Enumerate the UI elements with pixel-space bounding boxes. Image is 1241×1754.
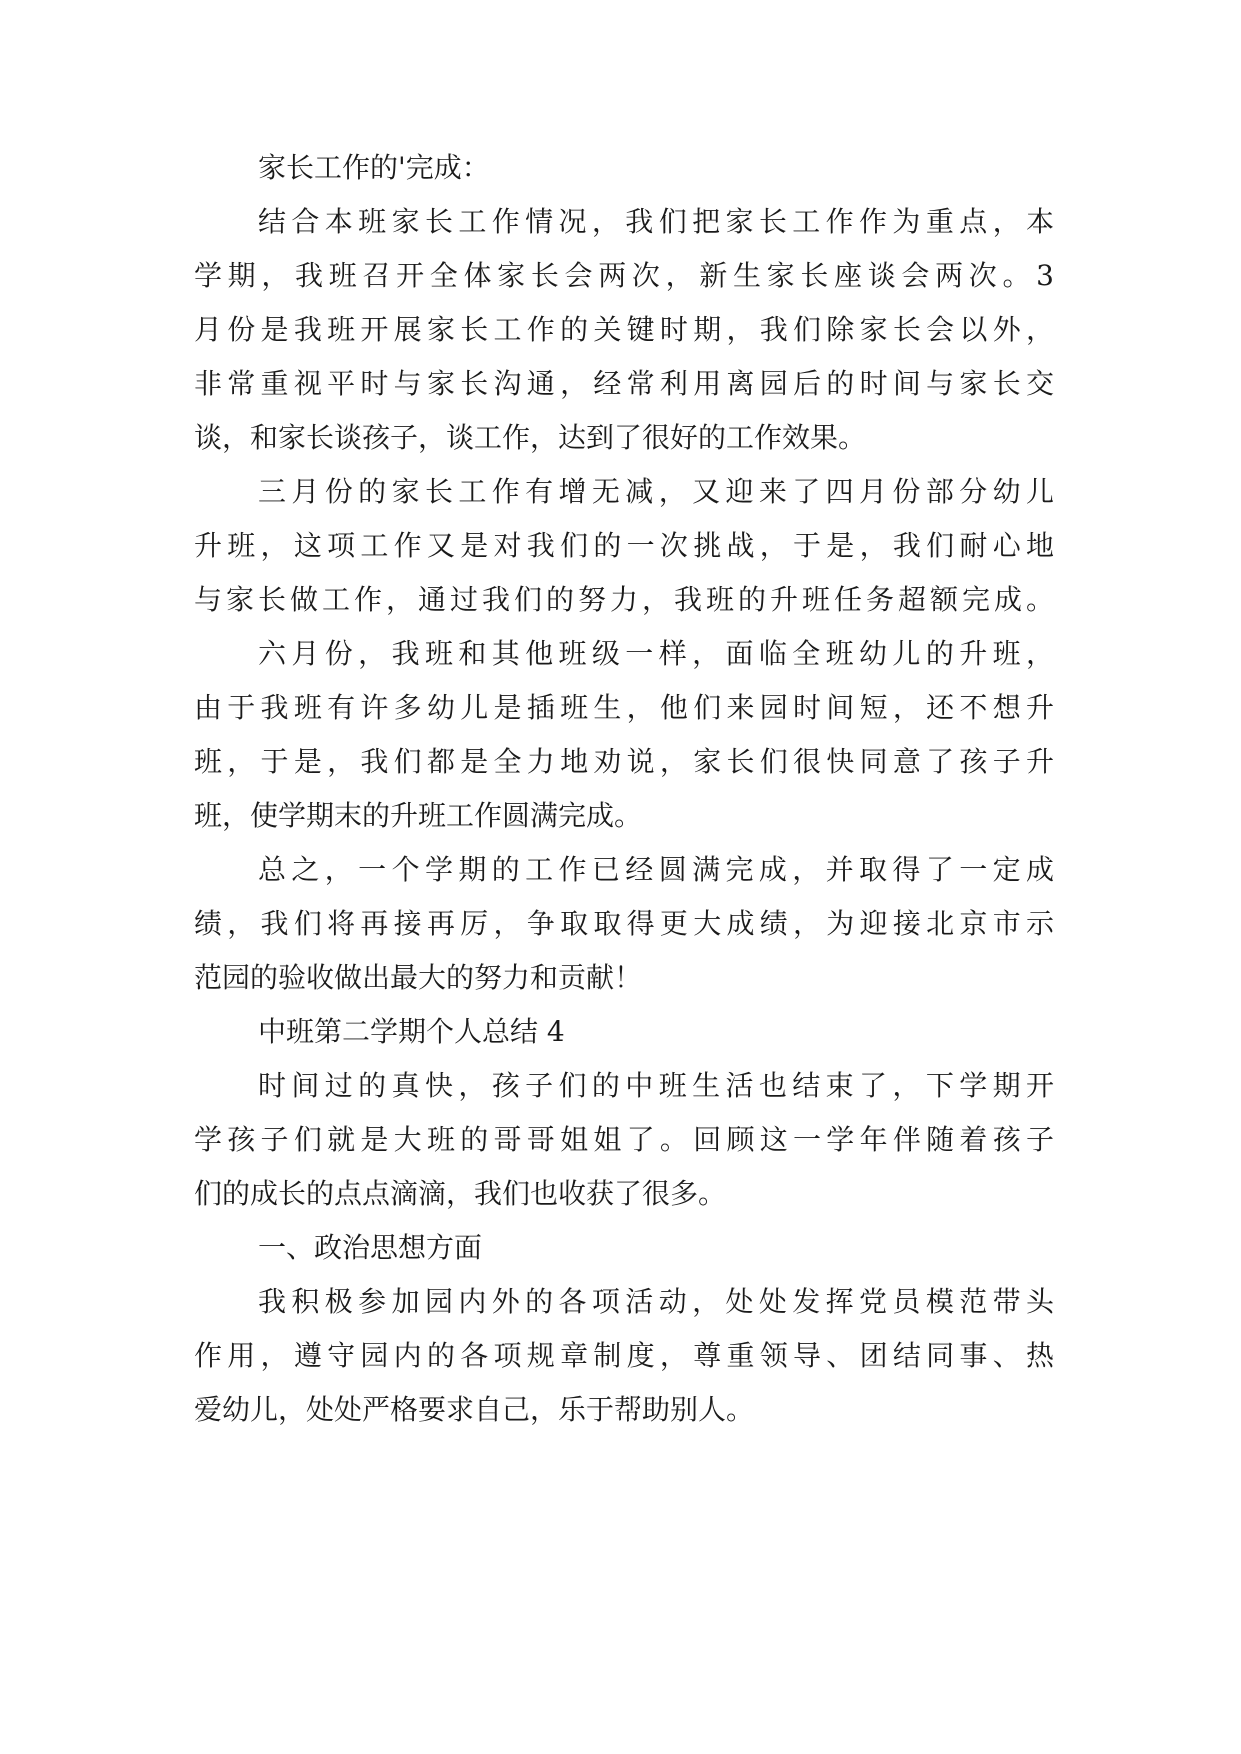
paragraph-line: 六月份，我班和其他班级一样，面临全班幼儿的升班， xyxy=(258,637,1054,670)
paragraph-line: 学期，我班召开全体家长会两次，新生家长座谈会两次。3 xyxy=(194,259,1054,292)
paragraph-line: 结合本班家长工作情况，我们把家长工作作为重点，本 xyxy=(258,205,1054,238)
paragraph-line: 范园的验收做出最大的努力和贡献！ xyxy=(194,961,643,994)
paragraph-line: 班，使学期末的升班工作圆满完成。 xyxy=(194,799,643,832)
paragraph-line: 班，于是，我们都是全力地劝说，家长们很快同意了孩子升 xyxy=(194,745,1054,778)
paragraph-line: 月份是我班开展家长工作的关键时期，我们除家长会以外， xyxy=(194,313,1054,346)
paragraph-line: 升班，这项工作又是对我们的一次挑战，于是，我们耐心地 xyxy=(194,529,1054,562)
section-heading-political-thought: 一、政治思想方面 xyxy=(258,1231,483,1264)
paragraph-line: 作用，遵守园内的各项规章制度，尊重领导、团结同事、热 xyxy=(194,1339,1054,1372)
paragraph-line: 与家长做工作，通过我们的努力，我班的升班任务超额完成。 xyxy=(194,583,1054,616)
paragraph-line: 我积极参加园内外的各项活动，处处发挥党员模范带头 xyxy=(258,1285,1054,1318)
document-title: 中班第二学期个人总结 4 xyxy=(258,1015,565,1048)
paragraph-line: 绩，我们将再接再厉，争取取得更大成绩，为迎接北京市示 xyxy=(194,907,1054,940)
section-heading-parent-work: 家长工作的'完成： xyxy=(258,151,490,184)
paragraph-line: 三月份的家长工作有增无减，又迎来了四月份部分幼儿 xyxy=(258,475,1054,508)
paragraph-line: 谈，和家长谈孩子，谈工作，达到了很好的工作效果。 xyxy=(194,421,867,454)
paragraph-line: 非常重视平时与家长沟通，经常利用离园后的时间与家长交 xyxy=(194,367,1054,400)
paragraph-line: 爱幼儿，处处严格要求自己，乐于帮助别人。 xyxy=(194,1393,755,1426)
paragraph-line: 们的成长的点点滴滴，我们也收获了很多。 xyxy=(194,1177,727,1210)
paragraph-line: 由于我班有许多幼儿是插班生，他们来园时间短，还不想升 xyxy=(194,691,1054,724)
paragraph-line: 时间过的真快，孩子们的中班生活也结束了，下学期开 xyxy=(258,1069,1054,1102)
paragraph-line: 总之，一个学期的工作已经圆满完成，并取得了一定成 xyxy=(258,853,1054,886)
paragraph-line: 学孩子们就是大班的哥哥姐姐了。回顾这一学年伴随着孩子 xyxy=(194,1123,1054,1156)
